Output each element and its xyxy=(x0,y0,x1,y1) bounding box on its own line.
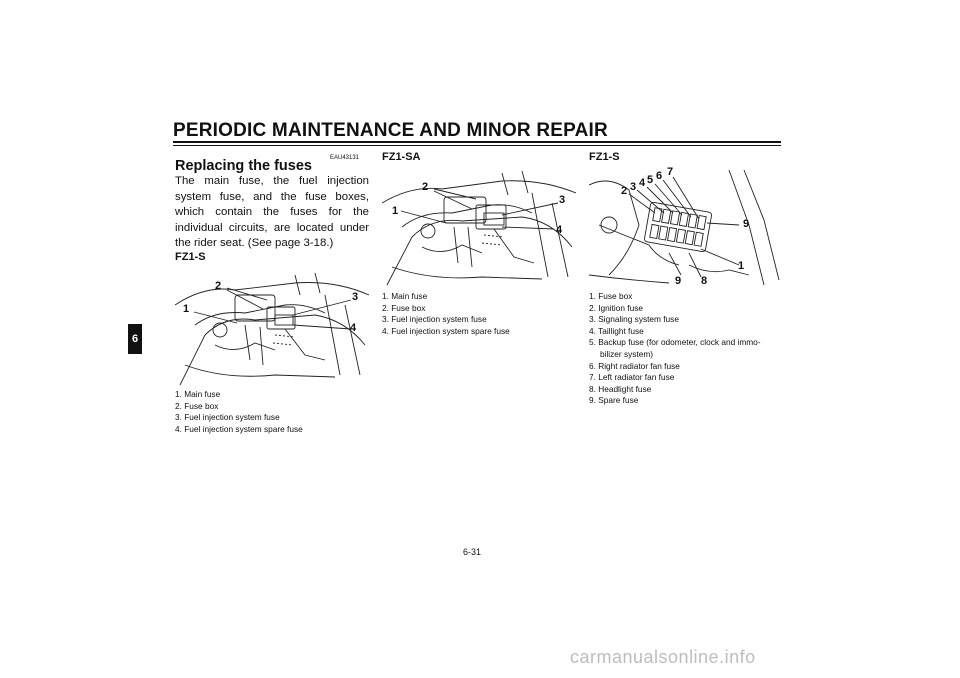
figure-1-illustration xyxy=(175,265,369,387)
legend-item: 6. Right radiator fan fuse xyxy=(589,360,680,371)
legend-item: 9. Spare fuse xyxy=(589,395,639,406)
document-code: EAU43131 xyxy=(330,155,360,161)
figure-3-illustration xyxy=(589,165,783,287)
legend-item: 4. Fuel injection system spare fuse xyxy=(175,423,303,434)
header-rule xyxy=(173,141,781,143)
header-rule-thin xyxy=(173,145,781,146)
figure-3-callout-9-bottom: 9 xyxy=(675,275,682,287)
legend-item: 1. Main fuse xyxy=(175,389,221,399)
legend-item: 8. Headlight fuse xyxy=(589,383,652,394)
figure-1-model-label: FZ1-S xyxy=(175,251,206,263)
figure-1-callout-3: 3 xyxy=(352,291,359,303)
figure-2-illustration xyxy=(382,165,576,287)
figure-2-callout-2: 2 xyxy=(422,181,429,193)
figure-3-callout-1: 1 xyxy=(738,260,745,272)
figure-1-legend xyxy=(175,389,303,435)
legend-item: 3. Signaling system fuse xyxy=(589,314,679,325)
figure-1-callout-4: 4 xyxy=(350,322,357,334)
figure-2-legend xyxy=(382,291,510,337)
legend-item: 2. Ignition fuse xyxy=(589,302,643,313)
section-body: The main fuse, the fuel injection system fuse, and the fuse boxes, which contain the fuses for the individual circuits, are located under the rider seat. (See page 3-18.) xyxy=(175,175,369,249)
figure-3-legend xyxy=(589,291,761,407)
figure-3-callout-5: 5 xyxy=(647,174,654,186)
figure-3-model-label: FZ1-S xyxy=(589,151,620,163)
legend-item: 4. Taillight fuse xyxy=(589,325,644,336)
legend-item: 3. Fuel injection system fuse xyxy=(382,314,487,325)
figure-3-callout-3: 3 xyxy=(630,181,637,193)
figure-3-callout-6: 6 xyxy=(656,170,663,182)
legend-item: 1. Fuse box xyxy=(589,291,633,301)
legend-item-continued: bilizer system) xyxy=(600,348,654,359)
figure-2-callout-3: 3 xyxy=(559,194,566,206)
figure-3-callout-8: 8 xyxy=(701,275,708,287)
legend-item: 2. Fuse box xyxy=(382,302,426,313)
figure-2-callout-4: 4 xyxy=(556,224,563,236)
figure-3-callout-4: 4 xyxy=(639,177,646,189)
figure-2-callout-1: 1 xyxy=(392,205,399,217)
figure-3-callout-9-right: 9 xyxy=(743,218,750,230)
watermark[interactable]: carmanualsonline.info xyxy=(570,647,756,667)
legend-item: 5. Backup fuse (for odometer, clock and immo- xyxy=(589,337,761,348)
figure-2-model-label: FZ1-SA xyxy=(382,151,421,163)
figure-1-callout-2: 2 xyxy=(215,280,222,292)
section-title: Replacing the fuses xyxy=(175,158,312,174)
legend-item: 2. Fuse box xyxy=(175,400,219,411)
page-header-title: PERIODIC MAINTENANCE AND MINOR REPAIR xyxy=(173,120,608,141)
legend-item: 7. Left radiator fan fuse xyxy=(589,372,675,383)
figure-3-callout-7: 7 xyxy=(667,166,674,178)
page-number: 6-31 xyxy=(463,547,482,557)
figure-3-callout-2: 2 xyxy=(621,185,628,197)
legend-item: 1. Main fuse xyxy=(382,291,428,301)
chapter-tab: 6 xyxy=(128,324,142,354)
legend-item: 3. Fuel injection system fuse xyxy=(175,412,280,423)
legend-item: 4. Fuel injection system spare fuse xyxy=(382,325,510,336)
figure-1-callout-1: 1 xyxy=(183,303,190,315)
